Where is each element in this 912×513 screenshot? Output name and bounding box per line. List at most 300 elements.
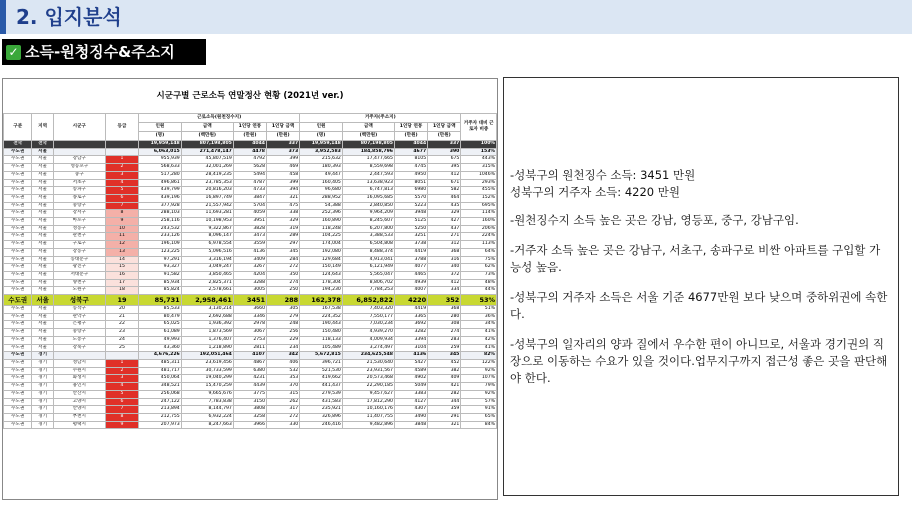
table-title: 시군구별 근로소득 연말정산 현황 (2021년 ver.) — [156, 91, 344, 101]
table-cell: 160% — [461, 218, 497, 226]
table-cell: 409 — [428, 375, 461, 383]
table-cell: 234 — [267, 344, 300, 352]
table-cell: 464 — [428, 194, 461, 202]
table-cell: 4 — [105, 179, 138, 187]
table-cell: 5494 — [233, 171, 266, 179]
table-cell: 10,160,176 — [342, 406, 394, 414]
table-cell: 수도권 — [4, 367, 32, 375]
col-count-unit: (명) — [139, 132, 182, 141]
table-cell: 서울 — [32, 233, 53, 241]
table-cell: 수도권 — [4, 352, 32, 360]
table-cell: 성북구 — [53, 295, 105, 306]
table-cell: 289 — [267, 233, 300, 241]
table-row — [4, 218, 497, 226]
table-cell: 4077 — [394, 264, 427, 272]
table-cell: 25 — [105, 344, 138, 352]
table-cell: 도봉구 — [53, 336, 105, 344]
table-cell: 382 — [428, 367, 461, 375]
table-cell: 수도권 — [4, 306, 32, 314]
table-cell: 399 — [267, 179, 300, 187]
table-cell: 수도권 — [4, 225, 32, 233]
table-cell: 32,001,269 — [181, 164, 233, 172]
table-cell: 4220 — [394, 295, 427, 306]
table-cell: 서초구 — [53, 179, 105, 187]
table-cell: 5250 — [394, 225, 427, 233]
table-cell: 21 — [105, 313, 138, 321]
table-cell: 수도권 — [4, 202, 32, 210]
table-cell: 48% — [461, 279, 497, 287]
table-row — [4, 306, 497, 314]
table-cell: 396,721 — [300, 359, 343, 367]
table-cell: 4136 — [233, 248, 266, 256]
table-cell: 5125 — [394, 218, 427, 226]
table-cell: 85,533 — [139, 306, 182, 314]
table-cell: 96,680 — [300, 187, 343, 195]
table-cell: 19,040,299 — [181, 375, 233, 383]
table-cell: 316 — [428, 256, 461, 264]
table-cell: 수도권 — [4, 187, 32, 195]
table-cell: 337 — [267, 141, 300, 149]
table-cell: 485,311 — [139, 359, 182, 367]
table-cell: 373 — [267, 148, 300, 156]
table-cell: 3383 — [394, 390, 427, 398]
table-cell: 100% — [461, 141, 497, 149]
table-cell: 23 — [105, 329, 138, 337]
table-cell: 전국 — [32, 141, 53, 149]
table-cell: 3258 — [233, 413, 266, 421]
table-cell: 190,443 — [300, 321, 343, 329]
table-cell: 23,785,353 — [181, 179, 233, 187]
table-cell: 57% — [461, 398, 497, 406]
table-cell: 256,068 — [139, 390, 182, 398]
table-cell: 수도권 — [4, 148, 32, 156]
table-cell: 395 — [428, 164, 461, 172]
table-cell: 174,004 — [300, 241, 343, 249]
table-cell: 274 — [428, 329, 461, 337]
table-cell: 167,538 — [300, 306, 343, 314]
table-cell: 송파구 — [53, 187, 105, 195]
table-cell: 9,482,896 — [342, 421, 394, 429]
table-cell: 4733 — [233, 187, 266, 195]
table-row — [4, 256, 497, 264]
section-subtitle — [2, 39, 206, 65]
col-group-resident: 거주자(주소지) — [300, 114, 461, 123]
table-cell: 9,964,209 — [342, 210, 394, 218]
table-cell: 54,388 — [300, 202, 343, 210]
table-cell: 6380 — [233, 367, 266, 375]
col-avg-res: 1인당 연봉 — [394, 123, 427, 132]
table-cell: 관천구 — [53, 233, 105, 241]
table-cell: 496,861 — [139, 179, 182, 187]
table-cell: 334 — [428, 287, 461, 295]
table-cell: 4589 — [394, 367, 427, 375]
table-cell: 강동구 — [53, 248, 105, 256]
table-row — [4, 141, 497, 149]
table-cell: 9 — [105, 421, 138, 429]
table-cell: 259 — [428, 344, 461, 352]
table-cell: 7,783,838 — [181, 398, 233, 406]
table-cell: 3288 — [233, 279, 266, 287]
table-row — [4, 313, 497, 321]
table-cell: 4439 — [233, 383, 266, 391]
table-cell: 443% — [461, 156, 497, 164]
table-cell: 서울 — [32, 248, 53, 256]
table-cell: 49,447 — [300, 171, 343, 179]
table-cell: 중랑구 — [53, 329, 105, 337]
table-cell: 수도권 — [4, 390, 32, 398]
table-cell: 수도권 — [4, 406, 32, 414]
table-cell: 4231 — [233, 375, 266, 383]
table-cell: 수도권 — [4, 179, 32, 187]
table-cell — [53, 352, 105, 360]
table-cell: 368 — [428, 306, 461, 314]
table-cell: 19,959,148 — [300, 141, 343, 149]
table-cell: 256 — [267, 329, 300, 337]
table-cell — [53, 148, 105, 156]
table-row — [4, 248, 497, 256]
table-cell: 2753 — [233, 336, 266, 344]
table-cell: 11 — [105, 233, 138, 241]
table-cell: 5223 — [394, 202, 427, 210]
table-cell: 15 — [105, 264, 138, 272]
table-cell: 서울 — [32, 344, 53, 352]
table-cell: 36% — [461, 313, 497, 321]
table-cell: 675 — [428, 156, 461, 164]
table-cell: 고양시 — [53, 398, 105, 406]
table-cell: 중구 — [53, 171, 105, 179]
table-cell: 마포구 — [53, 218, 105, 226]
table-cell: 수도권 — [4, 271, 32, 279]
page-title: 2. 입지분석 — [16, 5, 122, 29]
table-cell: 3346 — [233, 313, 266, 321]
table-cell: 강서구 — [53, 210, 105, 218]
table-cell: 경기 — [32, 375, 53, 383]
table-cell: 319 — [267, 225, 300, 233]
table-cell: 수도권 — [4, 248, 32, 256]
table-cell: 19 — [105, 295, 138, 306]
income-table-image — [2, 78, 498, 500]
table-cell: 3788 — [394, 256, 427, 264]
table-cell: 282 — [428, 390, 461, 398]
table-cell: 61,089 — [139, 329, 182, 337]
table-cell: 352 — [428, 295, 461, 306]
table-cell: 7,030,234 — [342, 321, 394, 329]
col-amount-res: 금액 — [342, 123, 394, 132]
table-cell: 8 — [105, 210, 138, 218]
table-cell: 458 — [267, 171, 300, 179]
col-count-res: 인원 — [300, 123, 343, 132]
table-cell: 84% — [461, 421, 497, 429]
table-cell: 노원구 — [53, 287, 105, 295]
table-cell: 5,672,815 — [300, 352, 343, 360]
table-cell: 경기 — [32, 406, 53, 414]
table-cell: 6,747,813 — [342, 187, 394, 195]
table-cell: 207,973 — [139, 421, 182, 429]
table-cell: 서울 — [32, 256, 53, 264]
table-cell: 3,274,497 — [342, 344, 394, 352]
table-cell: 서울 — [32, 329, 53, 337]
table-row — [4, 148, 497, 156]
table-cell: 3,316,194 — [181, 256, 233, 264]
col-group-source: 근로소득(원천징수지) — [139, 114, 300, 123]
table-cell: 20,573,468 — [342, 375, 394, 383]
table-cell: 9,457,627 — [342, 390, 394, 398]
table-cell: 경기 — [32, 367, 53, 375]
table-row — [4, 194, 497, 202]
table-cell: 4745 — [394, 164, 427, 172]
table-cell: 수도권 — [4, 241, 32, 249]
table-cell: 서울 — [32, 225, 53, 233]
table-cell: 44% — [461, 287, 497, 295]
table-cell: 3848 — [394, 421, 427, 429]
table-cell: 11,407,755 — [342, 413, 394, 421]
table-cell: 312 — [428, 241, 461, 249]
table-cell: 4792 — [233, 156, 266, 164]
table-cell: 955,939 — [139, 156, 182, 164]
table-cell: 23,931,567 — [342, 367, 394, 375]
table-cell: 184,858,796 — [342, 148, 394, 156]
table-cell: 서울 — [32, 295, 53, 306]
table-cell: 582 — [428, 187, 461, 195]
table-cell: 308 — [428, 321, 461, 329]
table-cell: 3775 — [233, 390, 266, 398]
table-cell: 105,489 — [300, 344, 343, 352]
table-cell: 326,896 — [300, 413, 343, 421]
table-cell: 272 — [267, 264, 300, 272]
table-cell: 224% — [461, 233, 497, 241]
table-row — [4, 359, 497, 367]
table-cell: 291 — [428, 413, 461, 421]
table-cell: 1,376,407 — [181, 336, 233, 344]
table-cell: 412 — [428, 279, 461, 287]
table-cell: 6,063,015 — [139, 148, 182, 156]
table-cell: 671 — [428, 179, 461, 187]
table-cell: 1046% — [461, 171, 497, 179]
table-cell: 서대문구 — [53, 271, 105, 279]
table-cell: 283 — [428, 336, 461, 344]
table-cell: 동대문구 — [53, 256, 105, 264]
table-cell: 118,248 — [300, 225, 343, 233]
table-cell: 8,096,147 — [181, 233, 233, 241]
table-cell: 평택시 — [53, 421, 105, 429]
table-cell: 279 — [267, 313, 300, 321]
table-cell: 4 — [105, 383, 138, 391]
table-cell: 경기 — [32, 398, 53, 406]
table-cell: 6,504,808 — [342, 241, 394, 249]
table-cell: 452 — [428, 359, 461, 367]
table-cell: 17 — [105, 279, 138, 287]
table-cell: 6,932,224 — [181, 413, 233, 421]
table-cell: 수도권 — [4, 264, 32, 272]
table-cell: 258,116 — [139, 218, 182, 226]
table-cell: 178,304 — [300, 279, 343, 287]
table-cell: 118,133 — [300, 336, 343, 344]
analysis-notes — [503, 77, 899, 496]
table-cell: 용인시 — [53, 383, 105, 391]
table-row — [4, 321, 497, 329]
table-cell: 5,565,047 — [342, 271, 394, 279]
table-cell: 성남시 — [53, 359, 105, 367]
col-mid: 1인당 금액 — [267, 123, 300, 132]
col-amount: 금액 — [181, 123, 233, 132]
table-cell: 서울 — [32, 336, 53, 344]
table-cell: 262 — [267, 398, 300, 406]
table-cell: 양천구 — [53, 279, 105, 287]
table-cell: 45,807,519 — [181, 156, 233, 164]
table-cell: 7,403,320 — [342, 306, 394, 314]
table-cell: 중랑구 — [53, 202, 105, 210]
table-cell: 3409 — [233, 256, 266, 264]
table-cell: 297 — [267, 241, 300, 249]
table-cell: 1 — [105, 359, 138, 367]
table-row — [4, 225, 497, 233]
table-cell: 4902 — [394, 375, 427, 383]
col-district: 시군구 — [53, 114, 105, 141]
table-cell: 서울 — [32, 179, 53, 187]
table-cell: 97,291 — [139, 256, 182, 264]
table-cell: 16 — [105, 271, 138, 279]
table-cell: 경기 — [32, 359, 53, 367]
table-cell: 5570 — [394, 194, 427, 202]
subtitle-text: 소득-원청징수&주소지 — [25, 43, 175, 61]
table-cell: 75% — [461, 256, 497, 264]
table-row — [4, 295, 497, 306]
table-cell: 229 — [267, 336, 300, 344]
table-cell: 서울 — [32, 306, 53, 314]
table-cell: 695% — [461, 202, 497, 210]
table-cell: 224,352 — [300, 313, 343, 321]
col-avg: 1인당 연봉 — [233, 123, 266, 132]
table-cell: 435 — [428, 202, 461, 210]
table-cell: 194,230 — [300, 287, 343, 295]
table-cell: 경기 — [32, 390, 53, 398]
table-cell: 274 — [267, 279, 300, 287]
table-cell: 3,049,247 — [181, 264, 233, 272]
table-cell: 3948 — [394, 210, 427, 218]
table-cell: 동작구 — [53, 306, 105, 314]
note-2: -원천징수지 소득 높은 곳은 강남, 영등포, 중구, 강남구임. — [510, 213, 799, 227]
income-table — [3, 113, 497, 429]
col-rank: 등급 — [105, 114, 138, 141]
table-cell: 4419 — [394, 248, 427, 256]
table-cell: 85,824 — [139, 287, 182, 295]
table-cell: 4136 — [394, 352, 427, 360]
table-cell: 124,643 — [300, 271, 343, 279]
table-cell: 강북구 — [53, 344, 105, 352]
table-cell: 수도권 — [4, 321, 32, 329]
table-cell: 427 — [428, 218, 461, 226]
table-cell: 3,952,583 — [300, 148, 343, 156]
table-cell: 1,873,569 — [181, 329, 233, 337]
table-cell: 246,416 — [300, 421, 343, 429]
table-cell: 4,913,041 — [342, 256, 394, 264]
table-cell: 271,478,147 — [181, 148, 233, 156]
table-row — [4, 271, 497, 279]
table-cell: 서울 — [32, 202, 53, 210]
col-region: 구분 — [4, 114, 32, 141]
table-cell: 17,812,290 — [342, 398, 394, 406]
table-cell — [53, 141, 105, 149]
table-cell: 315% — [461, 164, 497, 172]
table-cell: 441,437 — [300, 383, 343, 391]
table-cell: 150,480 — [300, 329, 343, 337]
col-ratio: 거주자 대비 근로자 비중 — [461, 114, 497, 141]
table-cell: 20 — [105, 306, 138, 314]
table-row — [4, 398, 497, 406]
table-cell: 104,225 — [300, 233, 343, 241]
title-accent — [0, 0, 6, 34]
table-cell: 13,638,923 — [342, 179, 394, 187]
table-cell: 455% — [461, 187, 497, 195]
table-row — [4, 329, 497, 337]
table-cell: 517,280 — [139, 171, 182, 179]
table-cell: 399 — [267, 156, 300, 164]
table-cell: 수원시 — [53, 367, 105, 375]
table-cell: 340 — [428, 264, 461, 272]
table-cell: 3394 — [394, 336, 427, 344]
table-cell: 431,583 — [300, 398, 343, 406]
table-cell: 수도권 — [4, 359, 32, 367]
table-cell: 수도권 — [4, 295, 32, 306]
table-cell: 439,799 — [139, 187, 182, 195]
table-cell: 129,684 — [300, 256, 343, 264]
table-cell: 3,850,465 — [181, 271, 233, 279]
table-cell: 394 — [267, 187, 300, 195]
table-cell: 수도권 — [4, 171, 32, 179]
table-cell: 248 — [267, 321, 300, 329]
table-cell: 24 — [105, 336, 138, 344]
table-cell: 3738 — [394, 241, 427, 249]
table-cell: 서울 — [32, 218, 53, 226]
table-cell: 475 — [267, 202, 300, 210]
table-cell: 부천시 — [53, 413, 105, 421]
table-cell: 160,890 — [300, 218, 343, 226]
table-cell: 2978 — [233, 321, 266, 329]
table-cell: 344 — [428, 398, 461, 406]
table-cell: 8 — [105, 413, 138, 421]
table-cell: 807,198,805 — [342, 141, 394, 149]
table-cell: 206% — [461, 225, 497, 233]
table-cell: 280 — [428, 313, 461, 321]
table-cell: 196,109 — [139, 241, 182, 249]
table-row — [4, 367, 497, 375]
table-cell: 경기 — [32, 383, 53, 391]
table-cell: 광진구 — [53, 264, 105, 272]
table-cell: 337 — [428, 141, 461, 149]
table-row — [4, 264, 497, 272]
table-cell: 수도권 — [4, 413, 32, 421]
table-cell: 42% — [461, 336, 497, 344]
table-cell: 338 — [267, 210, 300, 218]
table-cell: 3473 — [233, 233, 266, 241]
table-cell: 28,419,235 — [181, 171, 233, 179]
table-cell: 4950 — [394, 171, 427, 179]
table-cell: 7,550,177 — [342, 313, 394, 321]
table-cell: 162,378 — [300, 295, 343, 306]
table-cell: 41% — [461, 344, 497, 352]
table-cell: 91% — [461, 406, 497, 414]
table-row — [4, 241, 497, 249]
table-cell: 348,521 — [139, 383, 182, 391]
table-row — [4, 413, 497, 421]
table-cell: 7,784,253 — [342, 287, 394, 295]
table-cell: 250 — [267, 287, 300, 295]
table-cell: 481,717 — [139, 367, 182, 375]
table-cell: 3490 — [394, 413, 427, 421]
table-cell: 114% — [461, 210, 497, 218]
table-cell: 4044 — [394, 141, 427, 149]
table-cell: 377,928 — [139, 202, 182, 210]
